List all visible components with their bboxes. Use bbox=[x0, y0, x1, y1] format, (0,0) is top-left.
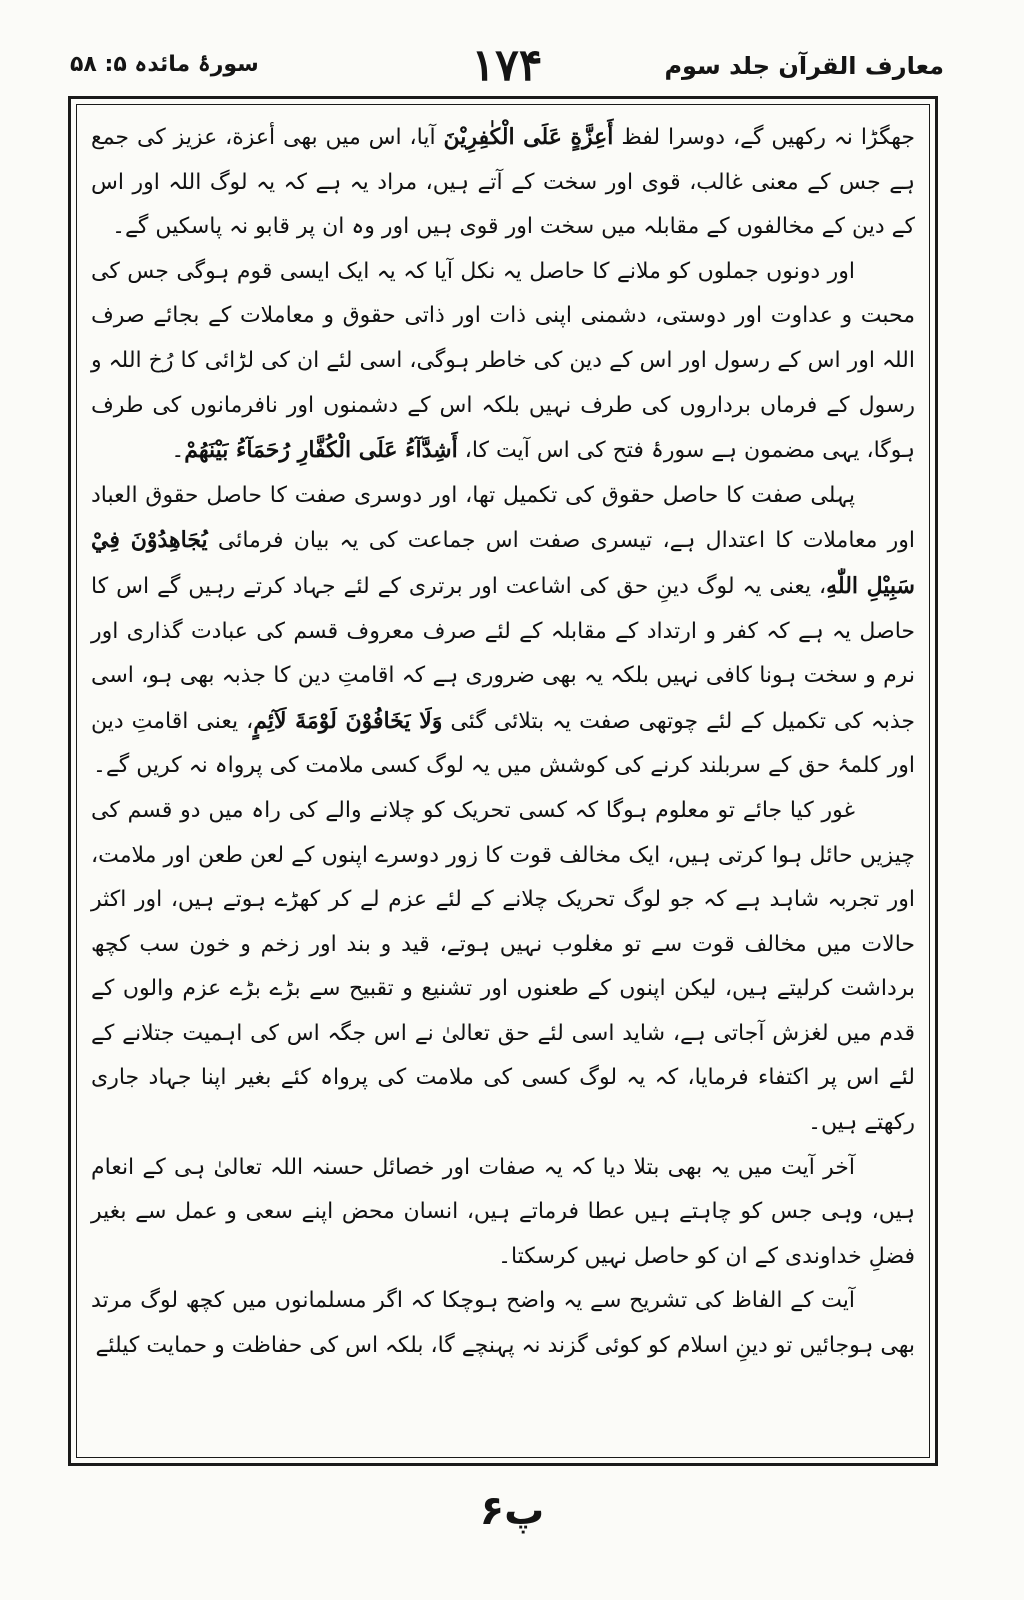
paragraph bbox=[91, 1146, 915, 1280]
text-segment: ، یعنی اقامتِ دین اور کلمۂ حق کے سربلند کرنے کی کوشش میں یہ لوگ کسی ملامت کی پرواہ نہ کریں گے۔ bbox=[91, 708, 915, 779]
text-segment: جھگڑا نہ رکھیں گے، دوسرا لفظ bbox=[613, 125, 915, 150]
page-number: ۱۷۴ bbox=[471, 40, 543, 91]
paragraph bbox=[91, 250, 915, 474]
text-segment: آخر آیت میں یہ بھی بتلا دیا کہ یہ صفات اور خصائل حسنہ اللہ تعالیٰ ہی کے انعام ہیں، وہی جس کو چاہتے ہیں عطا فرماتے ہیں، انسان محض اپنے سعی و عمل سے بغیر فضلِ خداوندی کے ان کو حاصل نہیں کرسکتا۔ bbox=[91, 1154, 915, 1269]
text-segment: اور دونوں جملوں کو ملانے کا حاصل یہ نکل آیا کہ یہ ایک ایسی قوم ہوگی جس کی محبت و عداوت اور دوستی، دشمنی اپنی ذات اور ذاتی حقوق و معاملات کے بجائے صرف اللہ اور اس کے رسول اور اس کے دین کی خاطر ہوگی، اسی لئے ان کی لڑائی کا رُخ اللہ و رسول کے فرماں برداروں کی طرف نہیں بلکہ اس کے دشمنوں اور نافرمانوں کی طرف ہوگا، یہی مضمون ہے سورۂ فتح کی اس آیت کا، bbox=[91, 258, 915, 464]
quran-quote: أَشِدَّآءُ عَلَى الْكُفَّارِ رُحَمَآءُ بَيْنَهُمْ bbox=[184, 437, 458, 464]
text-segment: آیت کے الفاظ کی تشریح سے یہ واضح ہوچکا کہ اگر مسلمانوں میں کچھ لوگ مرتد بھی ہوجائیں تو دینِ اسلام کو کوئی گزند نہ پہنچے گا، بلکہ اس کی حفاظت و حمایت کیلئے bbox=[91, 1288, 915, 1359]
page-border-inner bbox=[76, 104, 930, 1458]
paragraph bbox=[91, 474, 915, 789]
text-segment: غور کیا جائے تو معلوم ہوگا کہ کسی تحریک کو چلانے والے کی راہ میں دو قسم کی چیزیں حائل ہوا کرتی ہیں، ایک مخالف قوت کا زور دوسرے اپنوں کے لعن طعن اور ملامت، اور تجربہ شاہد ہے کہ جو لوگ تحریک چلانے کے لئے عزم لے کر کھڑے ہوتے ہیں، اور اکثر حالات میں مخالف قوت سے تو مغلوب نہیں ہوتے، قید و بند اور زخم و خون سب کچھ برداشت کرلیتے ہیں، لیکن اپنوں کے طعنوں اور تشنیع و تقبیح سے بڑے بڑے عزم والوں کے قدم میں لغزش آجاتی ہے، شاید اسی لئے حق تعالیٰ نے اس جگہ اس کی اہمیت جتلانے کے لئے اس پر اکتفاء فرمایا، کہ یہ لوگ کسی کی ملامت کی پرواہ کئے بغیر اپنا جہاد جاری رکھتے ہیں۔ bbox=[91, 797, 915, 1136]
text-segment: ، یعنی یہ لوگ دینِ حق کی اشاعت اور برتری کے لئے جہاد کرتے رہیں گے اس کا حاصل یہ ہے کہ کفر و ارتداد کے مقابلہ کے لئے صرف معروف قسم کی عبادت گذاری اور نرم و سخت ہونا کافی نہیں بلکہ یہ بھی ضروری ہے کہ اقامتِ دین کا جذبہ بھی ہو، اسی جذبہ کی تکمیل کے لئے چوتھی صفت یہ بتلائی گئی bbox=[91, 573, 915, 734]
quran-quote: أَعِزَّةٍ عَلَى الْكٰفِرِيْنَ bbox=[443, 124, 614, 150]
quran-quote: يُجَاهِدُوْنَ فِيْ سَبِيْلِ اللّٰهِ bbox=[91, 527, 915, 599]
quran-quote: وَلَا يَخَافُوْنَ لَوْمَةَ لَآئِمٍ bbox=[253, 707, 443, 734]
surah-reference: سورۂ مائدہ ۵: ۵۸ bbox=[70, 52, 259, 77]
book-title: معارف القرآن جلد سوم bbox=[664, 52, 944, 80]
part-marker: پ۶ bbox=[479, 1488, 545, 1534]
text-segment: پہلی صفت کا حاصل حقوق کی تکمیل تھا، اور دوسری صفت کا حاصل حقوق العباد اور معاملات کا اعتدال ہے، تیسری صفت اس جماعت کی یہ بیان فرمائی bbox=[91, 482, 915, 554]
body-text bbox=[91, 115, 915, 1369]
page-header bbox=[70, 40, 944, 100]
paragraph bbox=[91, 1279, 915, 1368]
paragraph bbox=[91, 115, 915, 250]
paragraph bbox=[91, 789, 915, 1146]
text-segment: آیا، اس میں بھی أعزة، عزیز کی جمع ہے جس کے معنی غالب، قوی اور سخت کے آتے ہیں، مراد یہ ہے کہ یہ لوگ اللہ اور اس کے دین کے مخالفوں کے مقابلہ میں سخت اور قوی ہیں اور وہ ان پر قابو نہ پاسکیں گے۔ bbox=[91, 125, 915, 240]
text-segment: ۔ bbox=[171, 438, 185, 464]
